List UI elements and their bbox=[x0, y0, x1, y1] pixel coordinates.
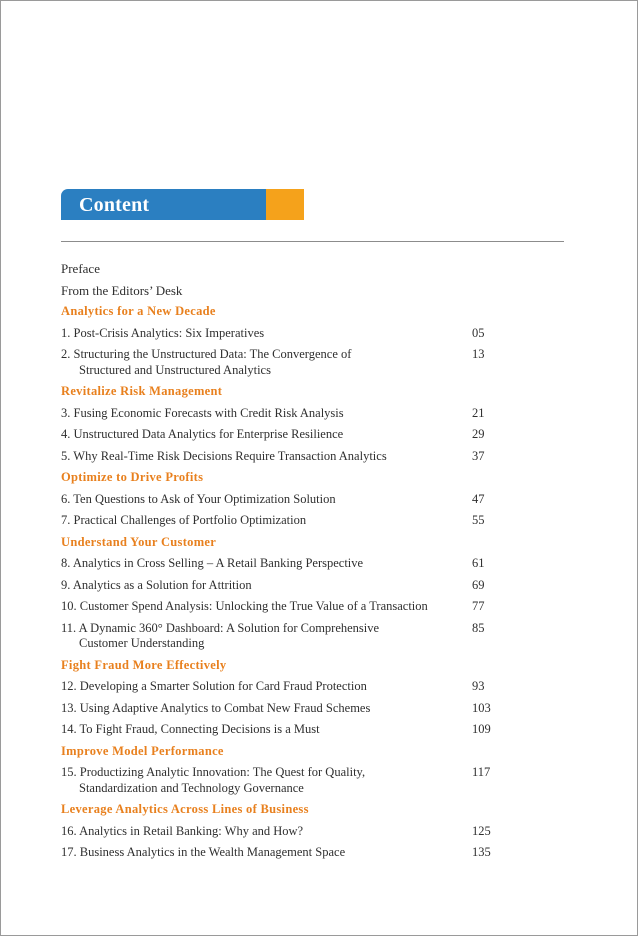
toc-page-number: 13 bbox=[472, 347, 485, 361]
toc-page-number: 135 bbox=[472, 845, 491, 859]
toc-entry[interactable] bbox=[61, 842, 501, 864]
toc-entry-title bbox=[61, 446, 387, 468]
front-matter-item[interactable] bbox=[61, 258, 501, 280]
toc-entry-text: Business Analytics in the Wealth Management Space bbox=[79, 845, 346, 859]
toc-entry-number: 4. bbox=[61, 427, 71, 441]
toc-entry[interactable] bbox=[61, 323, 501, 345]
toc-entry-number: 13. bbox=[61, 700, 77, 715]
table-of-contents bbox=[61, 258, 501, 864]
toc-entry-text: Using Adaptive Analytics to Combat New Fraud Schemes bbox=[79, 700, 371, 715]
page-title: Content bbox=[79, 194, 150, 216]
toc-entry-text: Post-Crisis Analytics: Six Imperatives bbox=[73, 325, 265, 340]
toc-entry-number: 11. bbox=[61, 620, 77, 635]
toc-entry-text: Structuring the Unstructured Data: The Convergence of bbox=[73, 347, 352, 361]
toc-entry-title bbox=[61, 323, 264, 345]
toc-entry-text: Practical Challenges of Portfolio Optimization bbox=[73, 513, 307, 527]
front-matter-item[interactable] bbox=[61, 280, 501, 302]
section-heading: Improve Model Performance bbox=[61, 743, 224, 758]
toc-page-number: 109 bbox=[472, 722, 491, 736]
toc-entry[interactable] bbox=[61, 618, 501, 655]
toc-entry-title bbox=[61, 575, 252, 597]
toc-page-number: 29 bbox=[472, 427, 485, 441]
toc-page-number: 61 bbox=[472, 556, 485, 570]
toc-entry-text: Developing a Smarter Solution for Card Fraud Protection bbox=[79, 679, 367, 693]
toc-entry-number: 12. bbox=[61, 679, 77, 693]
toc-entry[interactable] bbox=[61, 821, 501, 843]
toc-entry-number: 16. bbox=[61, 823, 77, 838]
toc-page-number: 85 bbox=[472, 620, 485, 635]
toc-page-number: 05 bbox=[472, 325, 485, 340]
toc-entry-title bbox=[61, 821, 303, 843]
toc-entry-number: 15. bbox=[61, 765, 77, 779]
toc-entry-title bbox=[61, 842, 345, 864]
toc-entry-number: 9. bbox=[61, 577, 71, 592]
toc-page-number: 37 bbox=[472, 448, 485, 463]
toc-entry[interactable] bbox=[61, 553, 501, 575]
toc-entry[interactable] bbox=[61, 446, 501, 468]
toc-page-number: 103 bbox=[472, 700, 491, 715]
toc-entry-number: 17. bbox=[61, 845, 77, 859]
toc-entry[interactable] bbox=[61, 344, 501, 381]
toc-entry-title bbox=[61, 698, 370, 720]
section-heading: Optimize to Drive Profits bbox=[61, 470, 204, 484]
section-heading: Leverage Analytics Across Lines of Business bbox=[61, 802, 309, 816]
toc-entry-text: Analytics as a Solution for Attrition bbox=[72, 577, 252, 592]
section-heading: Revitalize Risk Management bbox=[61, 384, 223, 398]
toc-entry[interactable] bbox=[61, 403, 501, 425]
toc-entry-number: 1. bbox=[61, 325, 71, 340]
toc-entry[interactable] bbox=[61, 424, 501, 446]
toc-entry-text: Analytics in Cross Selling – A Retail Banking Perspective bbox=[72, 556, 364, 570]
toc-entry-text: Why Real-Time Risk Decisions Require Transaction Analytics bbox=[73, 448, 387, 463]
toc-page-number: 21 bbox=[472, 405, 485, 420]
toc-entry-text: Unstructured Data Analytics for Enterprise Resilience bbox=[73, 427, 344, 441]
toc-entry[interactable] bbox=[61, 676, 501, 698]
toc-entry-title bbox=[61, 403, 344, 425]
toc-entry-text: Ten Questions to Ask of Your Optimization Solution bbox=[73, 491, 336, 506]
front-matter-label: Preface bbox=[61, 261, 100, 276]
toc-page-number: 55 bbox=[472, 513, 485, 527]
toc-entry-text: To Fight Fraud, Connecting Decisions is a Must bbox=[79, 722, 320, 736]
section-heading: Analytics for a New Decade bbox=[61, 304, 216, 318]
toc-entry-text: Productizing Analytic Innovation: The Quest for Quality, bbox=[79, 765, 366, 779]
toc-entry[interactable] bbox=[61, 762, 501, 799]
toc-entry-number: 6. bbox=[61, 491, 71, 506]
toc-entry-number: 14. bbox=[61, 722, 77, 736]
toc-entry-text: Customer Spend Analysis: Unlocking the True Value of a Transaction bbox=[79, 599, 428, 613]
divider-rule bbox=[61, 241, 564, 242]
toc-page-number: 69 bbox=[472, 577, 485, 592]
toc-page-number: 77 bbox=[472, 599, 485, 613]
toc-entry[interactable] bbox=[61, 489, 501, 511]
toc-page-number: 125 bbox=[472, 823, 491, 838]
toc-entry-number: 7. bbox=[61, 513, 71, 527]
content-header bbox=[61, 189, 304, 220]
toc-entry-number: 2. bbox=[61, 347, 71, 361]
toc-entry-title bbox=[61, 553, 363, 575]
section-heading: Understand Your Customer bbox=[61, 534, 217, 549]
toc-entry-number: 3. bbox=[61, 405, 71, 420]
toc-entry-text: A Dynamic 360° Dashboard: A Solution for Comprehensive bbox=[78, 620, 380, 635]
toc-entry-title bbox=[61, 424, 343, 446]
toc-entry-title bbox=[61, 510, 306, 532]
toc-entry-text: Fusing Economic Forecasts with Credit Risk Analysis bbox=[73, 405, 344, 420]
toc-entry[interactable] bbox=[61, 596, 501, 618]
toc-entry-text: Analytics in Retail Banking: Why and How? bbox=[79, 823, 304, 838]
toc-entry[interactable] bbox=[61, 719, 501, 741]
toc-entry[interactable] bbox=[61, 510, 501, 532]
toc-entry-title bbox=[61, 719, 320, 741]
toc-entry-title bbox=[61, 489, 336, 511]
toc-page-number: 47 bbox=[472, 491, 485, 506]
toc-entry[interactable] bbox=[61, 575, 501, 597]
toc-entry-title bbox=[61, 596, 428, 618]
toc-entry-number: 10. bbox=[61, 599, 77, 613]
section-heading: Fight Fraud More Effectively bbox=[61, 657, 227, 672]
toc-page-number: 117 bbox=[472, 765, 491, 779]
toc-entry-title bbox=[61, 676, 367, 698]
toc-entry-number: 5. bbox=[61, 448, 71, 463]
toc-entry-continuation: Customer Understanding bbox=[79, 636, 205, 650]
toc-entry-continuation: Standardization and Technology Governance bbox=[79, 780, 304, 795]
toc-entry-number: 8. bbox=[61, 556, 71, 570]
toc-entry[interactable] bbox=[61, 698, 501, 720]
front-matter-label: From the Editors’ Desk bbox=[61, 282, 183, 298]
header-orange-block bbox=[266, 189, 304, 220]
toc-page-number: 93 bbox=[472, 679, 485, 693]
toc-entry-continuation: Structured and Unstructured Analytics bbox=[79, 362, 271, 377]
